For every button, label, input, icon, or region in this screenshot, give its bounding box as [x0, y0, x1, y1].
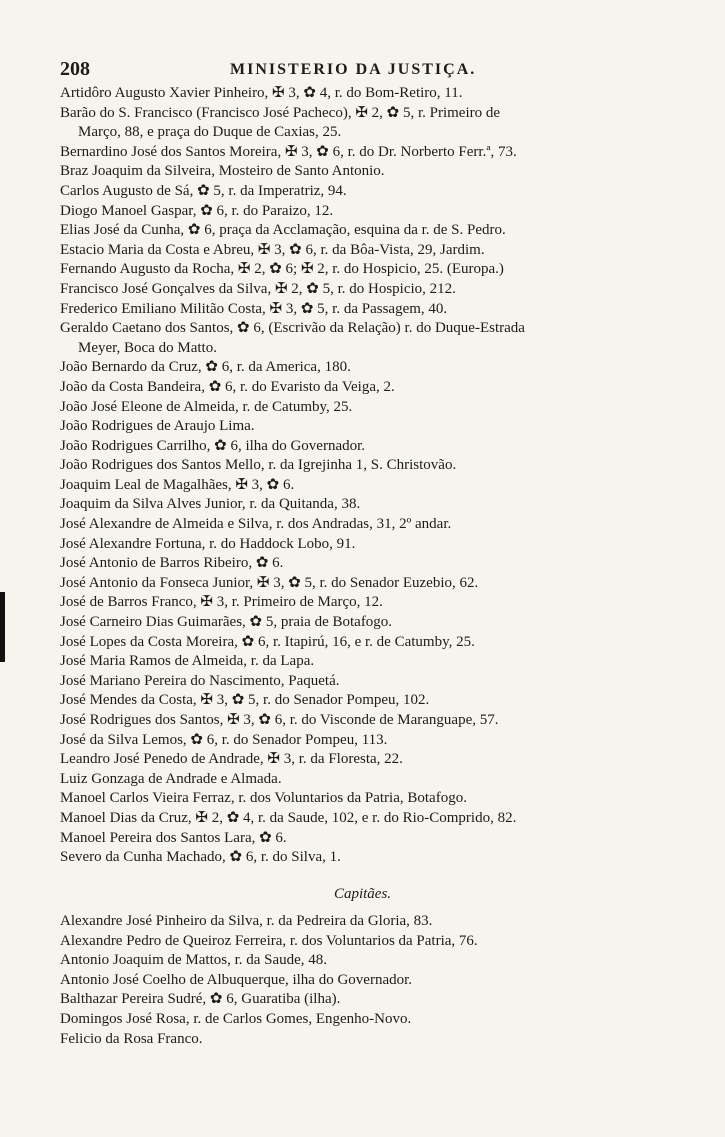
- list-item: João da Costa Bandeira, ✿ 6, r. do Evaristo da Veiga, 2.: [60, 378, 395, 395]
- list-item: Barão do S. Francisco (Francisco José Pacheco), ✠ 2, ✿ 5, r. Primeiro de: [60, 104, 501, 121]
- list-item: Leandro José Penedo de Andrade, ✠ 3, r. da Floresta, 22.: [60, 751, 403, 768]
- list-item: Domingos José Rosa, r. de Carlos Gomes, Engenho-Novo.: [60, 1010, 412, 1027]
- list-item: Bernardino José dos Santos Moreira, ✠ 3, ✿ 6, r. do Dr. Norberto Ferr.ª, 73.: [60, 143, 517, 160]
- list-item: Estacio Maria da Costa e Abreu, ✠ 3, ✿ 6, r. da Bôa-Vista, 29, Jardim.: [60, 241, 485, 258]
- page-header: [60, 58, 665, 80]
- list-item: Braz Joaquim da Silveira, Mosteiro de Santo Antonio.: [60, 163, 385, 180]
- list-item: Manoel Dias da Cruz, ✠ 2, ✿ 4, r. da Saude, 102, e r. do Rio-Comprido, 82.: [60, 809, 517, 826]
- list-item: Antonio Joaquim de Mattos, r. da Saude, 48.: [60, 952, 328, 969]
- list-item: Luiz Gonzaga de Andrade e Almada.: [60, 770, 282, 787]
- capitaes-list: [60, 912, 680, 1049]
- binding-shadow: [0, 592, 8, 662]
- list-item-continuation: Meyer, Boca do Matto.: [78, 339, 217, 356]
- list-item: Carlos Augusto de Sá, ✿ 5, r. da Imperatriz, 94.: [60, 182, 347, 199]
- list-item: José Carneiro Dias Guimarães, ✿ 5, praia de Botafogo.: [60, 614, 393, 631]
- list-item: Felicio da Rosa Franco.: [60, 1030, 203, 1047]
- list-item: Diogo Manoel Gaspar, ✿ 6, r. do Paraizo, 12.: [60, 202, 334, 219]
- list-item: José Alexandre de Almeida e Silva, r. dos Andradas, 31, 2º andar.: [60, 516, 452, 533]
- list-item: Francisco José Gonçalves da Silva, ✠ 2, ✿ 5, r. do Hospicio, 212.: [60, 280, 456, 297]
- list-item: Elias José da Cunha, ✿ 6, praça da Acclamação, esquina da r. de S. Pedro.: [60, 222, 506, 239]
- list-item-continuation: Março, 88, e praça do Duque de Caxias, 25.: [78, 124, 342, 141]
- list-item: Alexandre Pedro de Queiroz Ferreira, r. dos Voluntarios da Patria, 76.: [60, 932, 478, 949]
- list-item: Joaquim Leal de Magalhães, ✠ 3, ✿ 6.: [60, 476, 295, 493]
- running-title: MINISTERIO DA JUSTIÇA.: [230, 61, 477, 78]
- list-item: Severo da Cunha Machado, ✿ 6, r. do Silva, 1.: [60, 849, 341, 866]
- list-item: João Rodrigues Carrilho, ✿ 6, ilha do Governador.: [60, 437, 366, 454]
- list-item: Joaquim da Silva Alves Junior, r. da Quitanda, 38.: [60, 496, 361, 513]
- section-heading-capitaes: Capitães.: [333, 886, 392, 902]
- list-item: Manoel Carlos Vieira Ferraz, r. dos Voluntarios da Patria, Botafogo.: [60, 790, 467, 807]
- list-item: Frederico Emiliano Militão Costa, ✠ 3, ✿ 5, r. da Passagem, 40.: [60, 300, 448, 317]
- list-item: João José Eleone de Almeida, r. de Catumby, 25.: [60, 398, 353, 415]
- list-item: José Mendes da Costa, ✠ 3, ✿ 5, r. do Senador Pompeu, 102.: [60, 692, 430, 709]
- list-item: Fernando Augusto da Rocha, ✠ 2, ✿ 6; ✠ 2, r. do Hospicio, 25. (Europa.): [60, 261, 504, 278]
- list-item: José da Silva Lemos, ✿ 6, r. do Senador Pompeu, 113.: [60, 731, 388, 748]
- list-item: José Antonio da Fonseca Junior, ✠ 3, ✿ 5, r. do Senador Euzebio, 62.: [60, 574, 479, 591]
- list-item: João Rodrigues dos Santos Mello, r. da Igrejinha 1, S. Christovão.: [60, 457, 457, 474]
- list-item: Antonio José Coelho de Albuquerque, ilha do Governador.: [60, 971, 413, 988]
- list-item: José Antonio de Barros Ribeiro, ✿ 6.: [60, 555, 284, 572]
- list-item: Manoel Pereira dos Santos Lara, ✿ 6.: [60, 829, 287, 846]
- list-item: João Bernardo da Cruz, ✿ 6, r. da America, 180.: [60, 359, 351, 376]
- list-item: José Alexandre Fortuna, r. do Haddock Lobo, 91.: [60, 535, 356, 552]
- list-item: José Rodrigues dos Santos, ✠ 3, ✿ 6, r. do Visconde de Maranguape, 57.: [60, 712, 499, 728]
- list-item: José Lopes da Costa Moreira, ✿ 6, r. Itapirú, 16, e r. de Catumby, 25.: [60, 633, 475, 650]
- list-item: Artidôro Augusto Xavier Pinheiro, ✠ 3, ✿ 4, r. do Bom-Retiro, 11.: [60, 85, 463, 101]
- list-item: José de Barros Franco, ✠ 3, r. Primeiro de Março, 12.: [60, 594, 383, 611]
- list-item: Geraldo Caetano dos Santos, ✿ 6, (Escrivão da Relação) r. do Duque-Estrada: [60, 320, 525, 337]
- page-number: 208: [60, 58, 90, 80]
- list-item: Alexandre José Pinheiro da Silva, r. da Pedreira da Gloria, 83.: [60, 913, 433, 929]
- list-item: José Mariano Pereira do Nascimento, Paquetá.: [60, 672, 340, 689]
- list-item: Balthazar Pereira Sudré, ✿ 6, Guaratiba (ilha).: [60, 991, 341, 1008]
- list-item: José Maria Ramos de Almeida, r. da Lapa.: [60, 653, 315, 670]
- list-item: João Rodrigues de Araujo Lima.: [60, 418, 255, 435]
- entry-list: [60, 84, 680, 868]
